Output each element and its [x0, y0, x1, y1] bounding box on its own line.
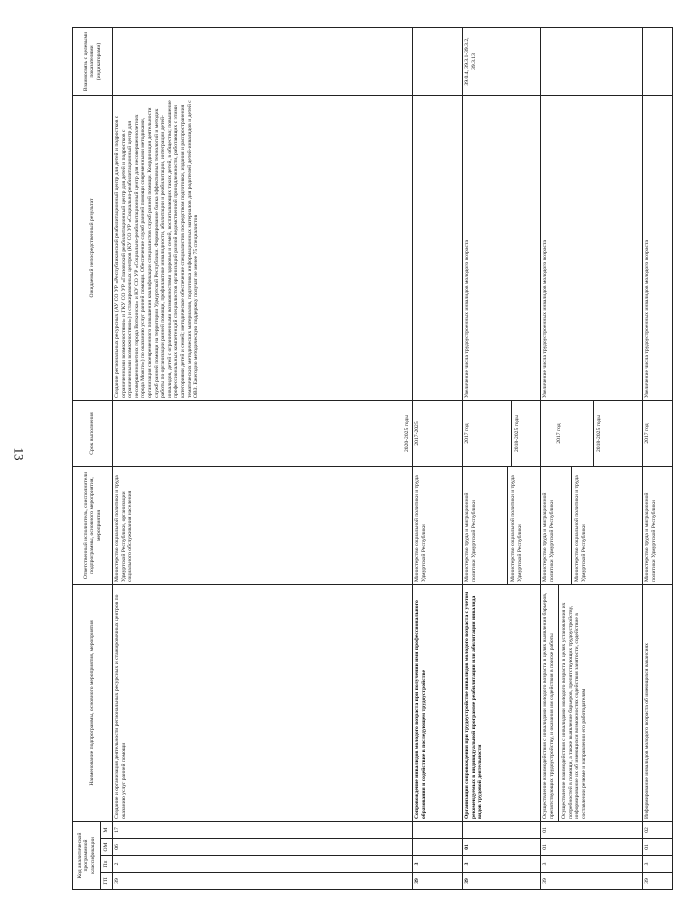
cell-name: Сопровождение инвалидов молодого возраста при получении ими профессионального образования и содействие в последующем трудоустройстве	[413, 584, 463, 821]
cell-executor: Министерство труда и миграционной политики Удмуртской Республики	[643, 466, 673, 584]
cell-name: Организация сопровождения при трудоустройстве инвалидов молодого возраста с учетом рекомендуемых в индивидуальной программе реабилитации или абилитации инвалида видов трудовой деятельности	[463, 584, 541, 821]
header-code-group: Код аналитической программной классификации	[73, 821, 101, 889]
cell-result: Увеличение числа трудоустроенных инвалидов молодого возраста	[643, 95, 673, 400]
cell-m	[463, 821, 541, 838]
header-executor: Ответственный исполнитель, соисполнители подпрограммы, основного мероприятия, мероприятия	[73, 466, 113, 584]
cell-link	[541, 27, 643, 95]
cell-link	[413, 27, 463, 95]
cell-gp: 39	[113, 873, 413, 890]
cell-term: 2017-2025	[413, 400, 463, 466]
table-row	[413, 27, 463, 889]
cell-om: 06	[113, 839, 413, 856]
cell-m: 01	[541, 821, 643, 838]
cell-gp: 39	[643, 873, 673, 890]
cell-om: 01	[643, 839, 673, 856]
cell-term	[463, 400, 541, 466]
cell-pp: 2	[113, 856, 413, 873]
cell-pp: 3	[463, 856, 541, 873]
cell-term: 2020-2025 годы	[113, 400, 413, 466]
cell-om: 01	[463, 839, 541, 856]
cell-name: Информирование инвалидов молодого возраста об имеющихся вакансиях	[643, 584, 673, 821]
term-line: 2017 год	[556, 423, 562, 444]
cell-result	[413, 95, 463, 400]
cell-link	[113, 27, 413, 95]
cell-name: Создание и организация деятельности региональных ресурсных и стажировочных центров по оказанию услуг ранней помощи	[113, 584, 413, 821]
executor-line: Министерство труда и миграционной политики Удмуртской Республики	[464, 492, 477, 582]
cell-term: 2017 год	[643, 400, 673, 466]
term-line: 2017 год	[464, 423, 470, 444]
table-row	[541, 27, 643, 889]
cell-gp: 39	[541, 873, 643, 890]
name-line-2: Осуществление взаимодействия с инвалидами молодого возраста в целях установления их потребностей в помощи, а также выявление барьеров, препятствующих трудоустройству, информирование их об имеющихся возможностях содействия занятости, содействие в составлении резюме и направлении его работодателям	[558, 585, 587, 821]
header-code-pp: Пп	[101, 856, 113, 873]
program-table	[72, 27, 673, 890]
cell-executor	[541, 466, 643, 584]
cell-om	[413, 839, 463, 856]
table-row	[113, 27, 413, 889]
term-line-2: 2018-2025 годы	[593, 401, 603, 466]
cell-pp: 3	[413, 856, 463, 873]
cell-link: 39.0.4, 39.3.1-39.3.2, 39.3.13	[463, 27, 541, 95]
page-number: 13	[11, 447, 27, 461]
cell-gp: 39	[413, 873, 463, 890]
cell-result: Создание региональных ресурсных (АУ СО УР «Республиканский реабилитационный центр для детей и подростков с ограниченными возможностями» и ГКУ СО УР «Глазовский реабилитационный центр для детей и подростков с ограниченными возможностями») и стажировочных центров (КУ СО УР «Социально-реабилитационный центр для несовершеннолетних города Воткинска» и КУ СО УР «Социально-реабилитационный центр для несовершеннолетних города Можги») по оказанию услуг ранней помощи. Обеспечение служб ранней помощи современными методиками, организация своевременного повышения квалификации специалистов служб ранней помощи. Координация деятельности служб ранней помощи на территории Удмуртской Республики. Формирование банка эффективных технологий и методик работы по организации ранней помощи, профилактике инвалидности, абилитации и реабилитации, интеграции детей-инвалидов, детей с ограниченными возможностями здоровья и семей, воспитывающих таких детей, в общество; повышение профессиональных компетенций специалистов организаций разной ведомственной принадлежности, работающих с этими категориями детей и семей; методическое обеспечение специалистов посредством подготовки, издания и распространения тематических методических материалов, подготовка информационных материалов для родителей детей-инвалидов и детей с ОВЗ. Ежегодно методическую поддержку получат не менее 75 специалистов	[113, 95, 413, 400]
cell-executor	[463, 466, 541, 584]
name-line: Осуществление взаимодействия с инвалидами молодого возраста в целях выявления барьеров, препятствующих трудоустройству, и оказания им содействия в поиске работы	[542, 592, 555, 819]
cell-pp: 3	[643, 856, 673, 873]
cell-executor: Министерство социальной политики и труда Удмуртской Республики	[413, 466, 463, 584]
executor-line-2: Министерство социальной политики и труда Удмуртской Республики	[507, 467, 523, 584]
table-row	[643, 27, 673, 889]
cell-link	[643, 27, 673, 95]
cell-m: 02	[643, 821, 673, 838]
header-term: Срок выполнения	[73, 400, 113, 466]
cell-result: Увеличение числа трудоустроенных инвалидов молодого возраста	[463, 95, 541, 400]
cell-term	[541, 400, 643, 466]
cell-gp: 39	[463, 873, 541, 890]
header-name: Наименование подпрограммы, основного мероприятия, мероприятия	[73, 584, 113, 821]
header-code-gp: ГП	[101, 873, 113, 890]
cell-name	[541, 584, 643, 821]
cell-m: 17	[113, 821, 413, 838]
executor-line-2: Министерство социальной политики и труда Удмуртской Республики	[571, 467, 587, 584]
program-table-sheet	[72, 28, 657, 890]
term-line-2: 2018-2025 годы	[511, 401, 521, 466]
header-code-m: М	[101, 821, 113, 838]
cell-result: Увеличение числа трудоустроенных инвалидов молодого возраста	[541, 95, 643, 400]
cell-m	[413, 821, 463, 838]
cell-om: 01	[541, 839, 643, 856]
table-row	[463, 27, 541, 889]
executor-line: Министерство труда и миграционной политики Удмуртской Республики	[542, 492, 555, 582]
header-result: Ожидаемый непосредственный результат	[73, 95, 113, 400]
cell-pp: 3	[541, 856, 643, 873]
header-code-om: ОМ	[101, 839, 113, 856]
header-link: Взаимосвязь с целевыми показателями (индикаторами)	[73, 27, 113, 95]
cell-executor: Министерство социальной политики и труда Удмуртской Республики, организации социального обслуживания населения	[113, 466, 413, 584]
